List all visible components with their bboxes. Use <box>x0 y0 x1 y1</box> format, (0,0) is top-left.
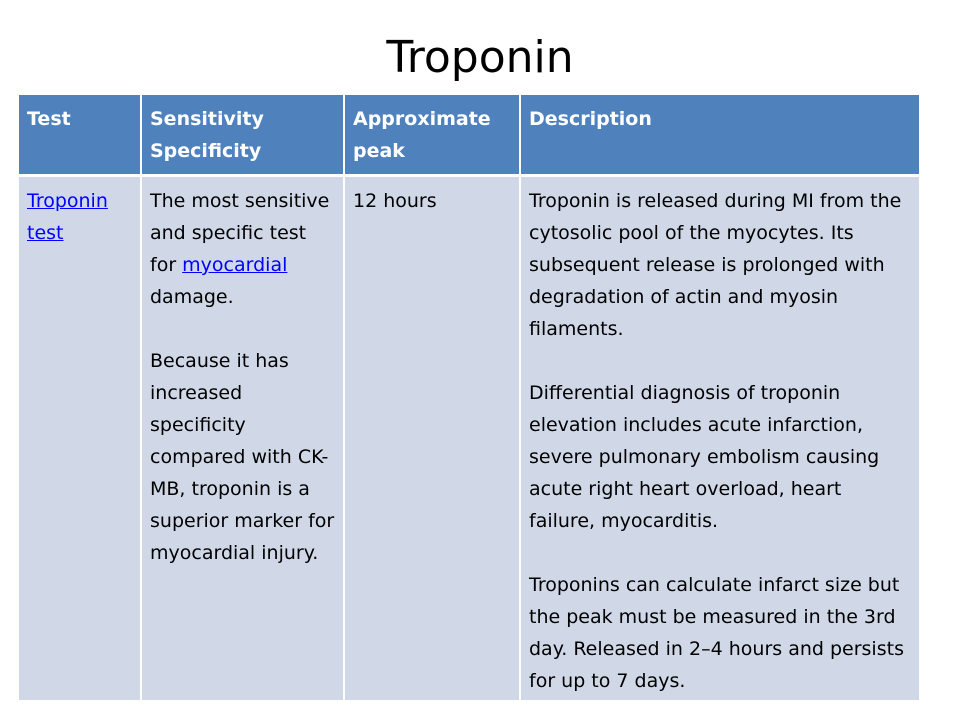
header-specificity-label: Specificity <box>150 140 262 162</box>
description-paragraph-1: Troponin is released during MI from the cytosolic pool of the myocytes. Its subsequent release is prolonged with degradation of actin and myosin filaments. <box>529 190 902 340</box>
troponin-test-link[interactable]: Troponin test <box>27 190 108 244</box>
header-description <box>520 95 919 176</box>
cell-description <box>520 176 919 702</box>
header-description-label: Description <box>529 108 652 130</box>
description-paragraph-3: Troponins can calculate infarct size but the peak must be measured in the 3rd day. Released in 2–4 hours and persists for up to 7 days. <box>529 574 904 692</box>
header-peak-label-line2: peak <box>353 140 405 162</box>
troponin-table <box>19 95 919 702</box>
sensitivity-text-after-link: damage. <box>150 286 234 308</box>
header-sensitivity-label: Sensitivity <box>150 108 264 130</box>
peak-value: 12 hours <box>353 190 437 212</box>
header-approximate-peak <box>344 95 520 176</box>
sensitivity-paragraph-2: Because it has increased specificity compared with CK-MB, troponin is a superior marker for myocardial injury. <box>150 350 335 564</box>
sensitivity-text-before-link: The most sensitive and specific test for <box>150 190 330 276</box>
table-row <box>19 176 919 702</box>
description-paragraph-2: Differential diagnosis of troponin elevation includes acute infarction, severe pulmonary embolism causing acute right heart overload, heart failure, myocarditis. <box>529 382 880 532</box>
cell-test <box>19 176 141 702</box>
header-test <box>19 95 141 176</box>
header-peak-label-line1: Approximate <box>353 108 491 130</box>
table-header-row <box>19 95 919 176</box>
cell-sensitivity-specificity <box>141 176 344 702</box>
myocardial-link[interactable]: myocardial <box>182 254 288 276</box>
cell-approximate-peak <box>344 176 520 702</box>
header-test-label: Test <box>27 108 71 130</box>
page-title: Troponin <box>386 32 574 83</box>
header-sensitivity-specificity <box>141 95 344 176</box>
sensitivity-paragraph-1 <box>150 185 335 313</box>
